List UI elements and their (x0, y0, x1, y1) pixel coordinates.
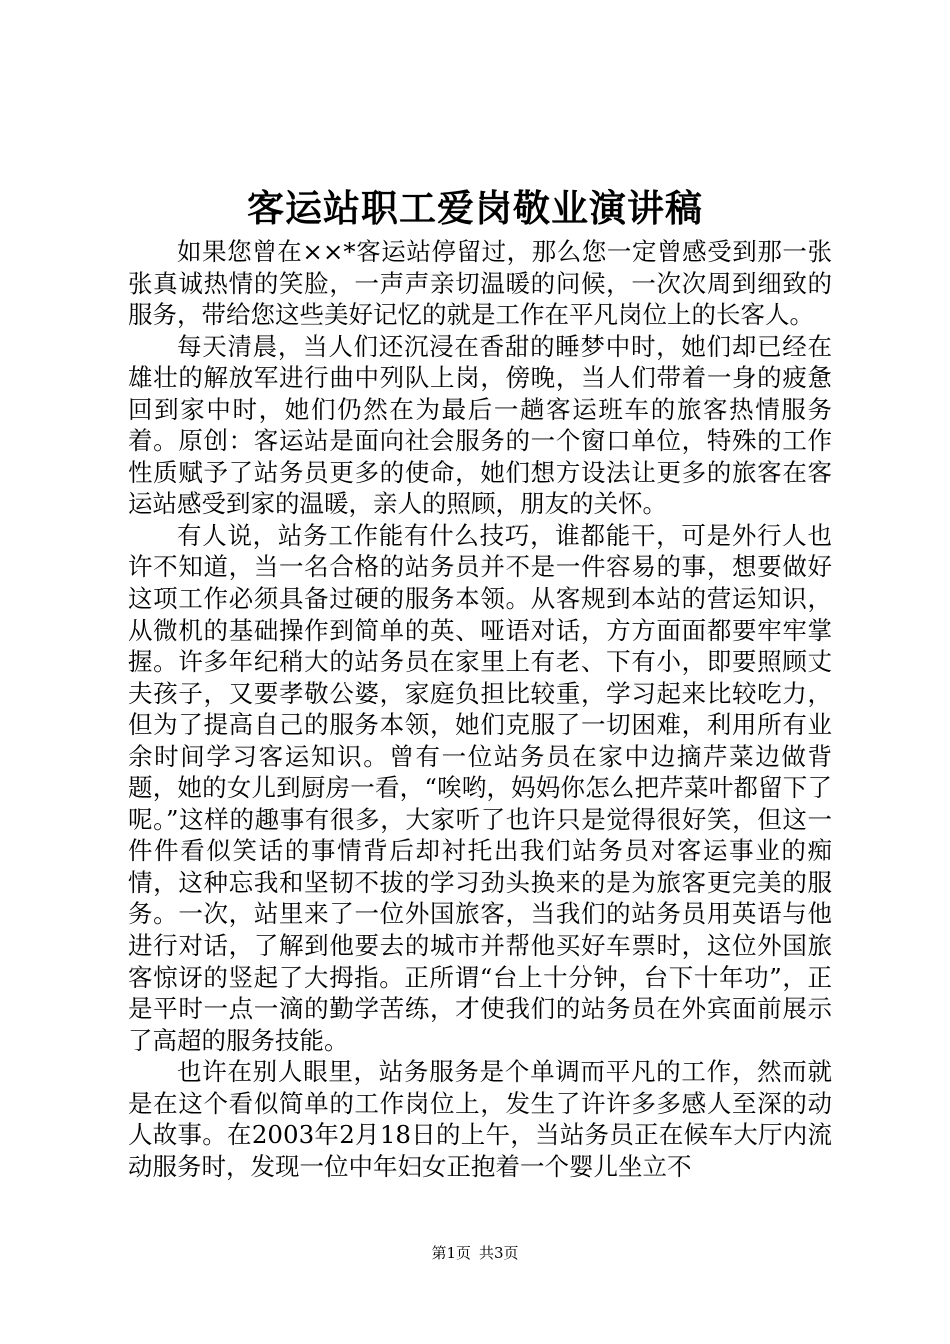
document-body (128, 236, 832, 1182)
page-number: 第1页 (431, 1244, 471, 1262)
paragraph-3: 有人说，站务工作能有什么技巧，谁都能干，可是外行人也许不知道，当一名合格的站务员并不是一件容易的事，想要做好这项工作必须具备过硬的服务本领。从客规到本站的营运知识，从微机的基础操作到简单的英、哑语对话，方方面面都要牢牢掌握。许多年纪稍大的站务员在家里上有老、下有小，即要照顾丈夫孩子，又要孝敬公婆，家庭负担比较重，学习起来比较吃力，但为了提高自己的服务本领，她们克服了一切困难，利用所有业余时间学习客运知识。曾有一位站务员在家中边摘芹菜边做背题，她的女儿到厨房一看，“唉哟，妈妈你怎么把芹菜叶都留下了呢。”这样的趣事有很多，大家听了也许只是觉得很好笑，但这一件件看似笑话的事情背后却衬托出我们站务员对客运事业的痴情，这种忘我和坚韧不拔的学习劲头换来的是为旅客更完美的服务。一次，站里来了一位外国旅客，当我们的站务员用英语与他进行对话，了解到他要去的城市并帮他买好车票时，这位外国旅客惊讶的竖起了大拇指。正所谓“台上十分钟，台下十年功”，正是平时一点一滴的勤学苦练，才使我们的站务员在外宾面前展示了高超的服务技能。 (128, 520, 832, 1055)
paragraph-4: 也许在别人眼里，站务服务是个单调而平凡的工作，然而就是在这个看似简单的工作岗位上，发生了许许多多感人至深的动人故事。在2003年2月18日的上午，当站务员正在候车大厅内流动服务时，发现一位中年妇女正抱着一个婴儿坐立不 (128, 1057, 832, 1181)
paragraph-1: 如果您曾在××*客运站停留过，那么您一定曾感受到那一张张真诚热情的笑脸，一声声亲切温暖的问候，一次次周到细致的服务，带给您这些美好记忆的就是工作在平凡岗位上的长客人。 (128, 237, 832, 330)
paragraph-2: 每天清晨，当人们还沉浸在香甜的睡梦中时，她们却已经在雄壮的解放军进行曲中列队上岗，傍晚，当人们带着一身的疲惫回到家中时，她们仍然在为最后一趟客运班车的旅客热情服务着。原创：客运站是面向社会服务的一个窗口单位，特殊的工作性质赋予了站务员更多的使命，她们想方设法让更多的旅客在客运站感受到家的温暖，亲人的照顾，朋友的关怀。 (128, 331, 832, 519)
document-title: 客运站职工爱岗敬业演讲稿 (247, 186, 703, 230)
page-total: 共3页 (479, 1244, 519, 1262)
page-footer (0, 1243, 950, 1263)
